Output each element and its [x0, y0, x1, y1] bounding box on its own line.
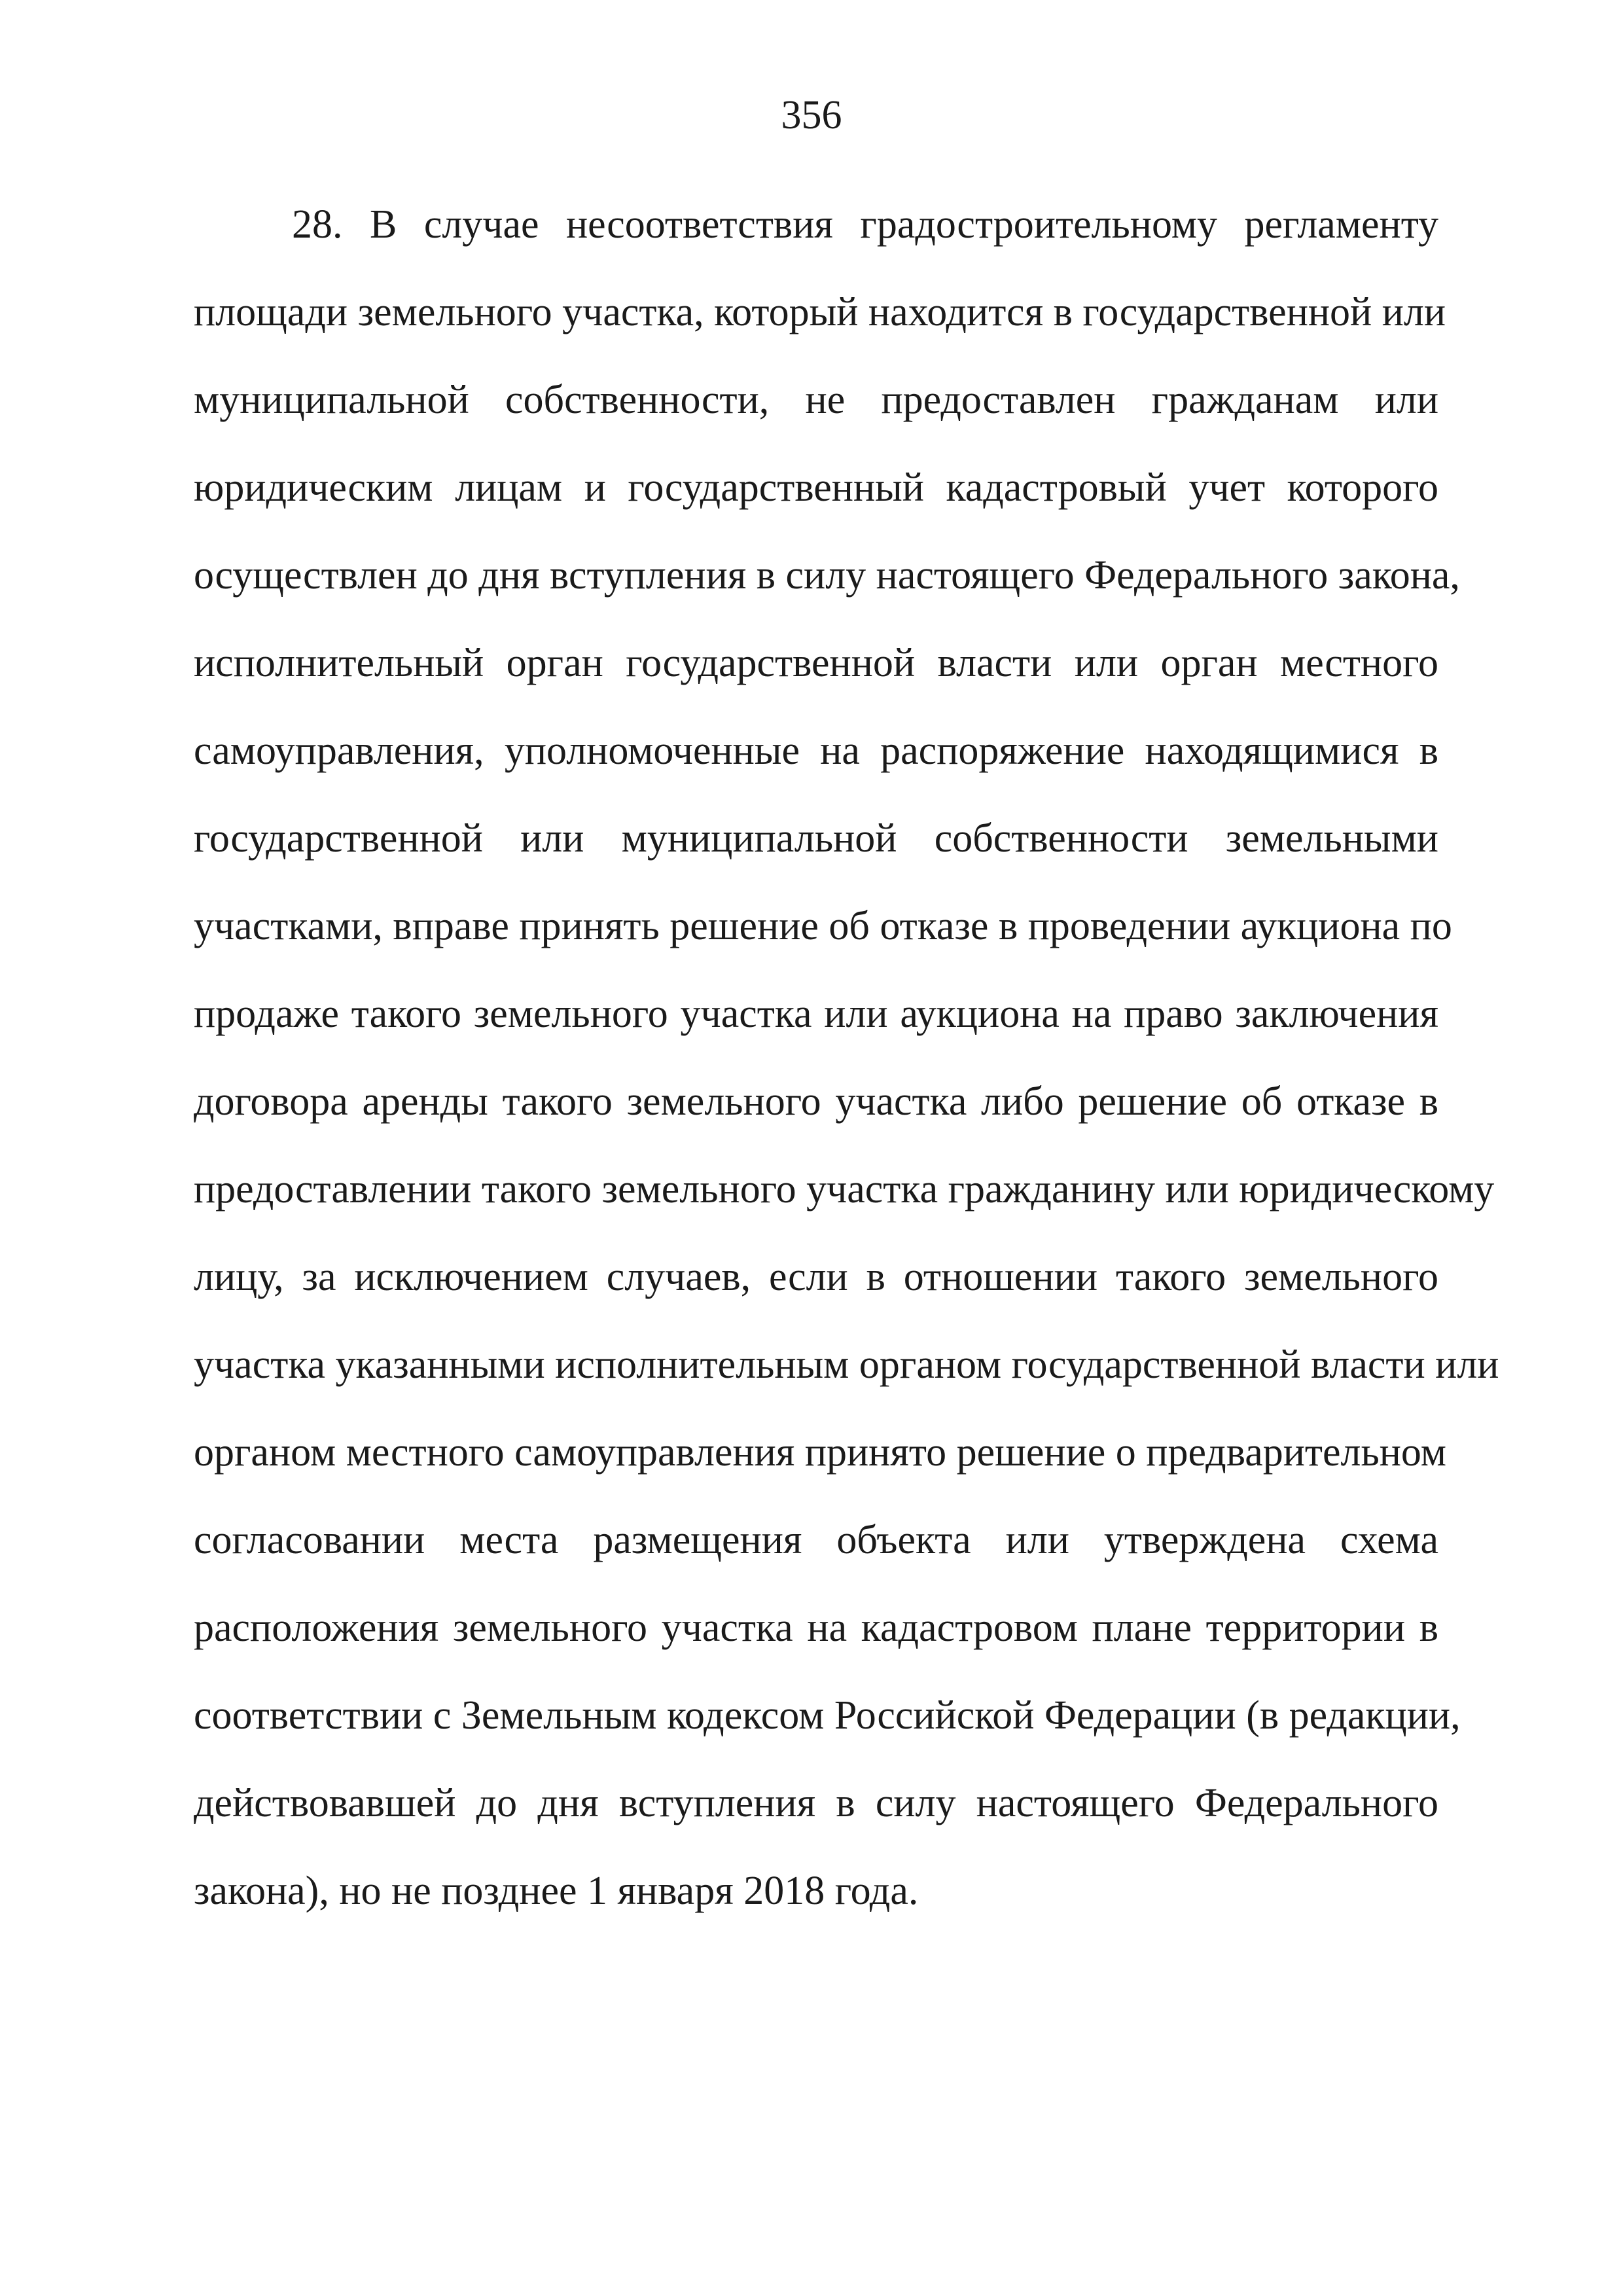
page-number: 356: [781, 93, 842, 137]
text-line: закона), но не позднее 1 января 2018 года.: [194, 1869, 919, 1913]
text-line: продаже такого земельного участка или аукциона на право заключения: [194, 992, 1438, 1036]
text-line: лицу, за исключением случаев, если в отношении такого земельного: [194, 1255, 1438, 1299]
text-line: площади земельного участка, который находится в государственной или: [194, 290, 1446, 334]
text-line: участка указанными исполнительным органом государственной власти или: [194, 1342, 1499, 1387]
text-line: расположения земельного участка на кадастровом плане территории в: [194, 1605, 1438, 1650]
text-line: действовавшей до дня вступления в силу настоящего Федерального: [194, 1781, 1438, 1825]
text-line: договора аренды такого земельного участка либо решение об отказе в: [194, 1079, 1438, 1124]
text-line: государственной или муниципальной собственности земельными: [194, 816, 1438, 861]
text-line: согласовании места размещения объекта или утверждена схема: [194, 1518, 1438, 1562]
text-line: осуществлен до дня вступления в силу настоящего Федерального закона,: [194, 553, 1460, 598]
text-line: юридическим лицам и государственный кадастровый учет которого: [194, 465, 1438, 510]
text-line: органом местного самоуправления принято решение о предварительном: [194, 1430, 1446, 1475]
text-line: 28. В случае несоответствия градостроительному регламенту: [292, 202, 1438, 247]
text-line: исполнительный орган государственной власти или орган местного: [194, 641, 1438, 685]
paragraph-28: [194, 181, 1499, 1935]
text-line: муниципальной собственности, не предоставлен гражданам или: [194, 378, 1438, 422]
text-line: участками, вправе принять решение об отказе в проведении аукциона по: [194, 904, 1452, 948]
text-line: самоуправления, уполномоченные на распоряжение находящимися в: [194, 728, 1438, 773]
text-line: соответствии с Земельным кодексом Российской Федерации (в редакции,: [194, 1693, 1461, 1738]
text-line: предоставлении такого земельного участка гражданину или юридическому: [194, 1167, 1495, 1211]
